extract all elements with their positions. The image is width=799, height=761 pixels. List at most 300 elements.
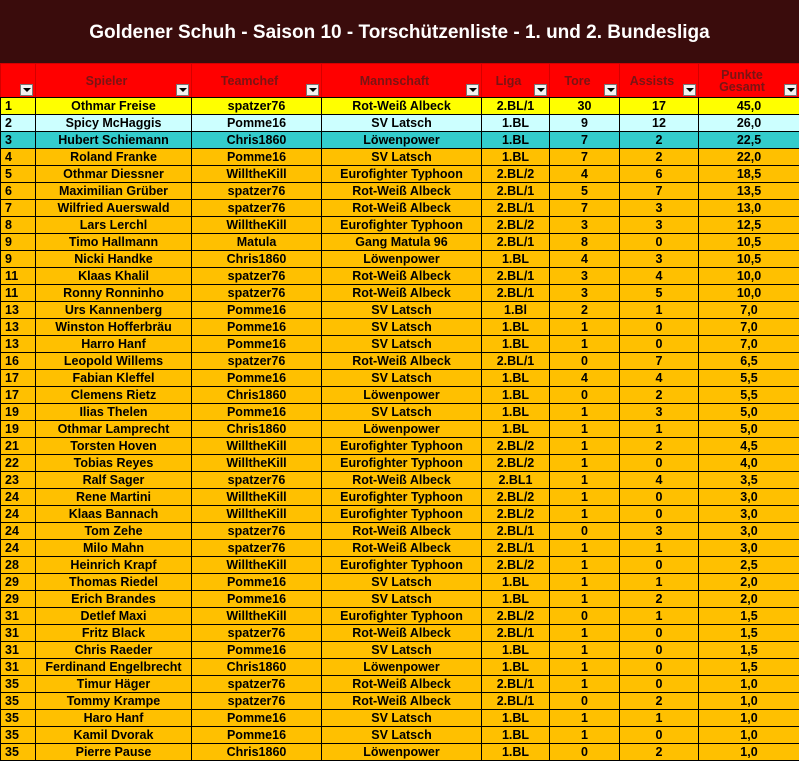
rank-cell[interactable]: 21 <box>1 438 36 455</box>
rank-cell[interactable]: 5 <box>1 166 36 183</box>
assists-cell[interactable]: 2 <box>620 744 699 761</box>
teamchef-cell[interactable]: Pomme16 <box>192 591 322 608</box>
rank-cell[interactable]: 24 <box>1 540 36 557</box>
team-cell[interactable]: SV Latsch <box>322 115 482 132</box>
rank-cell[interactable]: 11 <box>1 268 36 285</box>
teamchef-cell[interactable]: spatzer76 <box>192 523 322 540</box>
assists-cell[interactable]: 1 <box>620 540 699 557</box>
team-cell[interactable]: Rot-Weiß Albeck <box>322 676 482 693</box>
league-cell[interactable]: 2.BL/1 <box>482 285 550 302</box>
points-cell[interactable]: 10,5 <box>699 234 799 251</box>
player-cell[interactable]: Harro Hanf <box>36 336 192 353</box>
assists-cell[interactable]: 3 <box>620 200 699 217</box>
league-cell[interactable]: 2.BL/2 <box>482 557 550 574</box>
points-cell[interactable]: 1,0 <box>699 676 799 693</box>
assists-cell[interactable]: 4 <box>620 472 699 489</box>
player-cell[interactable]: Detlef Maxi <box>36 608 192 625</box>
assists-cell[interactable]: 1 <box>620 608 699 625</box>
player-cell[interactable]: Othmar Freise <box>36 98 192 115</box>
teamchef-cell[interactable]: Pomme16 <box>192 710 322 727</box>
league-cell[interactable]: 2.BL/2 <box>482 608 550 625</box>
teamchef-cell[interactable]: Pomme16 <box>192 642 322 659</box>
points-cell[interactable]: 4,0 <box>699 455 799 472</box>
points-cell[interactable]: 10,0 <box>699 285 799 302</box>
rank-cell[interactable]: 4 <box>1 149 36 166</box>
player-cell[interactable]: Heinrich Krapf <box>36 557 192 574</box>
teamchef-cell[interactable]: spatzer76 <box>192 200 322 217</box>
team-cell[interactable]: SV Latsch <box>322 642 482 659</box>
player-cell[interactable]: Timo Hallmann <box>36 234 192 251</box>
league-cell[interactable]: 2.BL/1 <box>482 268 550 285</box>
points-cell[interactable]: 22,5 <box>699 132 799 149</box>
points-cell[interactable]: 2,0 <box>699 574 799 591</box>
goals-cell[interactable]: 1 <box>550 336 620 353</box>
team-cell[interactable]: SV Latsch <box>322 149 482 166</box>
assists-cell[interactable]: 1 <box>620 302 699 319</box>
assists-cell[interactable]: 0 <box>620 727 699 744</box>
team-cell[interactable]: SV Latsch <box>322 302 482 319</box>
teamchef-cell[interactable]: spatzer76 <box>192 472 322 489</box>
assists-cell[interactable]: 4 <box>620 268 699 285</box>
player-cell[interactable]: Hubert Schiemann <box>36 132 192 149</box>
assists-cell[interactable]: 5 <box>620 285 699 302</box>
goals-cell[interactable]: 0 <box>550 387 620 404</box>
teamchef-cell[interactable]: WilltheKill <box>192 506 322 523</box>
teamchef-cell[interactable]: spatzer76 <box>192 268 322 285</box>
goals-cell[interactable]: 1 <box>550 574 620 591</box>
points-cell[interactable]: 5,0 <box>699 404 799 421</box>
team-cell[interactable]: Eurofighter Typhoon <box>322 489 482 506</box>
teamchef-cell[interactable]: Pomme16 <box>192 149 322 166</box>
rank-cell[interactable]: 13 <box>1 302 36 319</box>
rank-cell[interactable]: 7 <box>1 200 36 217</box>
goals-cell[interactable]: 1 <box>550 438 620 455</box>
team-cell[interactable]: Eurofighter Typhoon <box>322 438 482 455</box>
rank-cell[interactable]: 31 <box>1 642 36 659</box>
assists-cell[interactable]: 7 <box>620 183 699 200</box>
teamchef-cell[interactable]: WilltheKill <box>192 455 322 472</box>
points-cell[interactable]: 26,0 <box>699 115 799 132</box>
league-cell[interactable]: 1.BL <box>482 115 550 132</box>
goals-cell[interactable]: 3 <box>550 217 620 234</box>
rank-cell[interactable]: 3 <box>1 132 36 149</box>
teamchef-cell[interactable]: spatzer76 <box>192 353 322 370</box>
team-cell[interactable]: SV Latsch <box>322 591 482 608</box>
assists-cell[interactable]: 0 <box>620 489 699 506</box>
points-cell[interactable]: 1,0 <box>699 744 799 761</box>
league-cell[interactable]: 1.BL <box>482 404 550 421</box>
assists-cell[interactable]: 12 <box>620 115 699 132</box>
team-cell[interactable]: Eurofighter Typhoon <box>322 557 482 574</box>
teamchef-cell[interactable]: spatzer76 <box>192 98 322 115</box>
assists-cell[interactable]: 1 <box>620 574 699 591</box>
league-cell[interactable]: 2.BL/1 <box>482 523 550 540</box>
rank-cell[interactable]: 17 <box>1 370 36 387</box>
player-cell[interactable]: Pierre Pause <box>36 744 192 761</box>
assists-cell[interactable]: 2 <box>620 591 699 608</box>
goals-cell[interactable]: 1 <box>550 404 620 421</box>
assists-cell[interactable]: 0 <box>620 557 699 574</box>
assists-cell[interactable]: 0 <box>620 319 699 336</box>
rank-cell[interactable]: 35 <box>1 744 36 761</box>
rank-cell[interactable]: 24 <box>1 523 36 540</box>
goals-cell[interactable]: 0 <box>550 744 620 761</box>
rank-cell[interactable]: 35 <box>1 727 36 744</box>
assists-cell[interactable]: 3 <box>620 523 699 540</box>
league-cell[interactable]: 1.BL <box>482 319 550 336</box>
league-cell[interactable]: 2.BL1 <box>482 472 550 489</box>
points-cell[interactable]: 3,0 <box>699 523 799 540</box>
rank-cell[interactable]: 31 <box>1 659 36 676</box>
player-cell[interactable]: Milo Mahn <box>36 540 192 557</box>
teamchef-cell[interactable]: Chris1860 <box>192 744 322 761</box>
teamchef-cell[interactable]: WilltheKill <box>192 608 322 625</box>
goals-cell[interactable]: 2 <box>550 302 620 319</box>
points-cell[interactable]: 7,0 <box>699 319 799 336</box>
league-cell[interactable]: 2.BL/1 <box>482 540 550 557</box>
points-cell[interactable]: 1,5 <box>699 608 799 625</box>
points-cell[interactable]: 1,5 <box>699 625 799 642</box>
teamchef-cell[interactable]: Pomme16 <box>192 115 322 132</box>
rank-cell[interactable]: 35 <box>1 710 36 727</box>
player-cell[interactable]: Urs Kannenberg <box>36 302 192 319</box>
player-cell[interactable]: Tommy Krampe <box>36 693 192 710</box>
teamchef-cell[interactable]: WilltheKill <box>192 217 322 234</box>
goals-cell[interactable]: 7 <box>550 132 620 149</box>
team-cell[interactable]: Rot-Weiß Albeck <box>322 472 482 489</box>
team-cell[interactable]: Eurofighter Typhoon <box>322 506 482 523</box>
player-cell[interactable]: Wilfried Auerswald <box>36 200 192 217</box>
league-cell[interactable]: 1.BL <box>482 574 550 591</box>
assists-cell[interactable]: 3 <box>620 251 699 268</box>
player-cell[interactable]: Rene Martini <box>36 489 192 506</box>
team-cell[interactable]: Rot-Weiß Albeck <box>322 540 482 557</box>
points-cell[interactable]: 1,0 <box>699 710 799 727</box>
team-cell[interactable]: Rot-Weiß Albeck <box>322 268 482 285</box>
team-cell[interactable]: Rot-Weiß Albeck <box>322 183 482 200</box>
assists-cell[interactable]: 7 <box>620 353 699 370</box>
player-cell[interactable]: Winston Hofferbräu <box>36 319 192 336</box>
goals-cell[interactable]: 1 <box>550 472 620 489</box>
points-cell[interactable]: 10,5 <box>699 251 799 268</box>
goals-cell[interactable]: 5 <box>550 183 620 200</box>
filter-dropdown-button[interactable] <box>784 84 797 96</box>
league-cell[interactable]: 1.BL <box>482 387 550 404</box>
player-cell[interactable]: Klaas Bannach <box>36 506 192 523</box>
assists-cell[interactable]: 6 <box>620 166 699 183</box>
league-cell[interactable]: 2.BL/1 <box>482 693 550 710</box>
points-cell[interactable]: 3,0 <box>699 489 799 506</box>
assists-cell[interactable]: 0 <box>620 234 699 251</box>
player-cell[interactable]: Spicy McHaggis <box>36 115 192 132</box>
player-cell[interactable]: Leopold Willems <box>36 353 192 370</box>
teamchef-cell[interactable]: Chris1860 <box>192 132 322 149</box>
points-cell[interactable]: 45,0 <box>699 98 799 115</box>
points-cell[interactable]: 6,5 <box>699 353 799 370</box>
points-cell[interactable]: 5,5 <box>699 387 799 404</box>
teamchef-cell[interactable]: spatzer76 <box>192 625 322 642</box>
goals-cell[interactable]: 0 <box>550 523 620 540</box>
team-cell[interactable]: Löwenpower <box>322 387 482 404</box>
teamchef-cell[interactable]: Pomme16 <box>192 727 322 744</box>
goals-cell[interactable]: 1 <box>550 727 620 744</box>
goals-cell[interactable]: 1 <box>550 421 620 438</box>
teamchef-cell[interactable]: Chris1860 <box>192 421 322 438</box>
goals-cell[interactable]: 1 <box>550 659 620 676</box>
teamchef-cell[interactable]: WilltheKill <box>192 166 322 183</box>
goals-cell[interactable]: 1 <box>550 625 620 642</box>
league-cell[interactable]: 2.BL/2 <box>482 506 550 523</box>
teamchef-cell[interactable]: Pomme16 <box>192 370 322 387</box>
goals-cell[interactable]: 1 <box>550 557 620 574</box>
goals-cell[interactable]: 7 <box>550 200 620 217</box>
rank-cell[interactable]: 28 <box>1 557 36 574</box>
teamchef-cell[interactable]: WilltheKill <box>192 438 322 455</box>
player-cell[interactable]: Nicki Handke <box>36 251 192 268</box>
player-cell[interactable]: Thomas Riedel <box>36 574 192 591</box>
assists-cell[interactable]: 0 <box>620 506 699 523</box>
rank-cell[interactable]: 13 <box>1 319 36 336</box>
rank-cell[interactable]: 29 <box>1 574 36 591</box>
rank-cell[interactable]: 8 <box>1 217 36 234</box>
teamchef-cell[interactable]: Chris1860 <box>192 387 322 404</box>
rank-cell[interactable]: 11 <box>1 285 36 302</box>
filter-dropdown-button[interactable] <box>176 84 189 96</box>
team-cell[interactable]: Löwenpower <box>322 744 482 761</box>
team-cell[interactable]: SV Latsch <box>322 727 482 744</box>
team-cell[interactable]: SV Latsch <box>322 574 482 591</box>
points-cell[interactable]: 4,5 <box>699 438 799 455</box>
teamchef-cell[interactable]: WilltheKill <box>192 557 322 574</box>
league-cell[interactable]: 2.BL/2 <box>482 455 550 472</box>
goals-cell[interactable]: 8 <box>550 234 620 251</box>
goals-cell[interactable]: 4 <box>550 251 620 268</box>
league-cell[interactable]: 2.BL/1 <box>482 353 550 370</box>
player-cell[interactable]: Ferdinand Engelbrecht <box>36 659 192 676</box>
rank-cell[interactable]: 31 <box>1 608 36 625</box>
league-cell[interactable]: 1.BL <box>482 251 550 268</box>
league-cell[interactable]: 1.BL <box>482 149 550 166</box>
goals-cell[interactable]: 0 <box>550 608 620 625</box>
points-cell[interactable]: 18,5 <box>699 166 799 183</box>
team-cell[interactable]: SV Latsch <box>322 319 482 336</box>
teamchef-cell[interactable]: Pomme16 <box>192 302 322 319</box>
league-cell[interactable]: 1.BL <box>482 370 550 387</box>
assists-cell[interactable]: 0 <box>620 336 699 353</box>
team-cell[interactable]: Rot-Weiß Albeck <box>322 200 482 217</box>
player-cell[interactable]: Lars Lerchl <box>36 217 192 234</box>
league-cell[interactable]: 2.BL/1 <box>482 200 550 217</box>
team-cell[interactable]: Löwenpower <box>322 659 482 676</box>
points-cell[interactable]: 1,5 <box>699 659 799 676</box>
goals-cell[interactable]: 4 <box>550 370 620 387</box>
teamchef-cell[interactable]: spatzer76 <box>192 540 322 557</box>
assists-cell[interactable]: 4 <box>620 370 699 387</box>
assists-cell[interactable]: 3 <box>620 217 699 234</box>
assists-cell[interactable]: 0 <box>620 659 699 676</box>
team-cell[interactable]: Löwenpower <box>322 132 482 149</box>
team-cell[interactable]: SV Latsch <box>322 404 482 421</box>
filter-dropdown-button[interactable] <box>604 84 617 96</box>
points-cell[interactable]: 2,0 <box>699 591 799 608</box>
points-cell[interactable]: 7,0 <box>699 302 799 319</box>
goals-cell[interactable]: 1 <box>550 489 620 506</box>
player-cell[interactable]: Klaas Khalil <box>36 268 192 285</box>
points-cell[interactable]: 22,0 <box>699 149 799 166</box>
team-cell[interactable]: Rot-Weiß Albeck <box>322 693 482 710</box>
teamchef-cell[interactable]: Pomme16 <box>192 319 322 336</box>
player-cell[interactable]: Roland Franke <box>36 149 192 166</box>
team-cell[interactable]: Gang Matula 96 <box>322 234 482 251</box>
points-cell[interactable]: 3,5 <box>699 472 799 489</box>
team-cell[interactable]: Eurofighter Typhoon <box>322 166 482 183</box>
rank-cell[interactable]: 1 <box>1 98 36 115</box>
rank-cell[interactable]: 23 <box>1 472 36 489</box>
league-cell[interactable]: 1.Bl <box>482 302 550 319</box>
rank-cell[interactable]: 19 <box>1 404 36 421</box>
league-cell[interactable]: 1.BL <box>482 591 550 608</box>
player-cell[interactable]: Othmar Diessner <box>36 166 192 183</box>
goals-cell[interactable]: 7 <box>550 149 620 166</box>
league-cell[interactable]: 1.BL <box>482 642 550 659</box>
player-cell[interactable]: Clemens Rietz <box>36 387 192 404</box>
player-cell[interactable]: Haro Hanf <box>36 710 192 727</box>
team-cell[interactable]: SV Latsch <box>322 710 482 727</box>
rank-cell[interactable]: 31 <box>1 625 36 642</box>
player-cell[interactable]: Kamil Dvorak <box>36 727 192 744</box>
rank-cell[interactable]: 24 <box>1 489 36 506</box>
team-cell[interactable]: Rot-Weiß Albeck <box>322 353 482 370</box>
points-cell[interactable]: 1,5 <box>699 642 799 659</box>
filter-dropdown-button[interactable] <box>20 84 33 96</box>
teamchef-cell[interactable]: spatzer76 <box>192 676 322 693</box>
points-cell[interactable]: 1,0 <box>699 727 799 744</box>
league-cell[interactable]: 2.BL/2 <box>482 217 550 234</box>
teamchef-cell[interactable]: Chris1860 <box>192 659 322 676</box>
goals-cell[interactable]: 0 <box>550 353 620 370</box>
player-cell[interactable]: Fabian Kleffel <box>36 370 192 387</box>
rank-cell[interactable]: 9 <box>1 234 36 251</box>
points-cell[interactable]: 10,0 <box>699 268 799 285</box>
player-cell[interactable]: Timur Häger <box>36 676 192 693</box>
league-cell[interactable]: 1.BL <box>482 744 550 761</box>
points-cell[interactable]: 5,5 <box>699 370 799 387</box>
team-cell[interactable]: Eurofighter Typhoon <box>322 217 482 234</box>
player-cell[interactable]: Tom Zehe <box>36 523 192 540</box>
league-cell[interactable]: 2.BL/1 <box>482 98 550 115</box>
assists-cell[interactable]: 0 <box>620 642 699 659</box>
goals-cell[interactable]: 1 <box>550 455 620 472</box>
rank-cell[interactable]: 17 <box>1 387 36 404</box>
points-cell[interactable]: 13,0 <box>699 200 799 217</box>
team-cell[interactable]: SV Latsch <box>322 336 482 353</box>
player-cell[interactable]: Ilias Thelen <box>36 404 192 421</box>
rank-cell[interactable]: 16 <box>1 353 36 370</box>
goals-cell[interactable]: 3 <box>550 285 620 302</box>
points-cell[interactable]: 7,0 <box>699 336 799 353</box>
league-cell[interactable]: 2.BL/1 <box>482 676 550 693</box>
player-cell[interactable]: Maximilian Grüber <box>36 183 192 200</box>
filter-dropdown-button[interactable] <box>466 84 479 96</box>
goals-cell[interactable]: 30 <box>550 98 620 115</box>
goals-cell[interactable]: 1 <box>550 506 620 523</box>
goals-cell[interactable]: 4 <box>550 166 620 183</box>
points-cell[interactable]: 3,0 <box>699 506 799 523</box>
goals-cell[interactable]: 0 <box>550 693 620 710</box>
rank-cell[interactable]: 22 <box>1 455 36 472</box>
points-cell[interactable]: 5,0 <box>699 421 799 438</box>
team-cell[interactable]: Rot-Weiß Albeck <box>322 98 482 115</box>
goals-cell[interactable]: 1 <box>550 319 620 336</box>
player-cell[interactable]: Fritz Black <box>36 625 192 642</box>
rank-cell[interactable]: 29 <box>1 591 36 608</box>
league-cell[interactable]: 1.BL <box>482 659 550 676</box>
assists-cell[interactable]: 2 <box>620 693 699 710</box>
player-cell[interactable]: Ronny Ronninho <box>36 285 192 302</box>
league-cell[interactable]: 1.BL <box>482 336 550 353</box>
points-cell[interactable]: 13,5 <box>699 183 799 200</box>
assists-cell[interactable]: 3 <box>620 404 699 421</box>
teamchef-cell[interactable]: spatzer76 <box>192 183 322 200</box>
team-cell[interactable]: SV Latsch <box>322 370 482 387</box>
filter-dropdown-button[interactable] <box>683 84 696 96</box>
league-cell[interactable]: 1.BL <box>482 727 550 744</box>
rank-cell[interactable]: 35 <box>1 676 36 693</box>
teamchef-cell[interactable]: spatzer76 <box>192 285 322 302</box>
league-cell[interactable]: 2.BL/2 <box>482 438 550 455</box>
player-cell[interactable]: Torsten Hoven <box>36 438 192 455</box>
rank-cell[interactable]: 2 <box>1 115 36 132</box>
league-cell[interactable]: 1.BL <box>482 132 550 149</box>
assists-cell[interactable]: 0 <box>620 455 699 472</box>
player-cell[interactable]: Ralf Sager <box>36 472 192 489</box>
rank-cell[interactable]: 9 <box>1 251 36 268</box>
rank-cell[interactable]: 6 <box>1 183 36 200</box>
team-cell[interactable]: Löwenpower <box>322 421 482 438</box>
league-cell[interactable]: 2.BL/1 <box>482 183 550 200</box>
team-cell[interactable]: Rot-Weiß Albeck <box>322 625 482 642</box>
goals-cell[interactable]: 9 <box>550 115 620 132</box>
assists-cell[interactable]: 2 <box>620 149 699 166</box>
league-cell[interactable]: 1.BL <box>482 421 550 438</box>
assists-cell[interactable]: 1 <box>620 421 699 438</box>
teamchef-cell[interactable]: Pomme16 <box>192 336 322 353</box>
league-cell[interactable]: 2.BL/2 <box>482 166 550 183</box>
league-cell[interactable]: 2.BL/1 <box>482 625 550 642</box>
assists-cell[interactable]: 1 <box>620 710 699 727</box>
points-cell[interactable]: 12,5 <box>699 217 799 234</box>
player-cell[interactable]: Othmar Lamprecht <box>36 421 192 438</box>
rank-cell[interactable]: 24 <box>1 506 36 523</box>
teamchef-cell[interactable]: WilltheKill <box>192 489 322 506</box>
goals-cell[interactable]: 1 <box>550 676 620 693</box>
assists-cell[interactable]: 0 <box>620 625 699 642</box>
goals-cell[interactable]: 1 <box>550 710 620 727</box>
rank-cell[interactable]: 35 <box>1 693 36 710</box>
teamchef-cell[interactable]: Pomme16 <box>192 574 322 591</box>
goals-cell[interactable]: 3 <box>550 268 620 285</box>
assists-cell[interactable]: 17 <box>620 98 699 115</box>
goals-cell[interactable]: 1 <box>550 540 620 557</box>
goals-cell[interactable]: 1 <box>550 642 620 659</box>
assists-cell[interactable]: 2 <box>620 438 699 455</box>
league-cell[interactable]: 2.BL/2 <box>482 489 550 506</box>
player-cell[interactable]: Chris Raeder <box>36 642 192 659</box>
points-cell[interactable]: 3,0 <box>699 540 799 557</box>
assists-cell[interactable]: 2 <box>620 387 699 404</box>
player-cell[interactable]: Tobias Reyes <box>36 455 192 472</box>
rank-cell[interactable]: 19 <box>1 421 36 438</box>
